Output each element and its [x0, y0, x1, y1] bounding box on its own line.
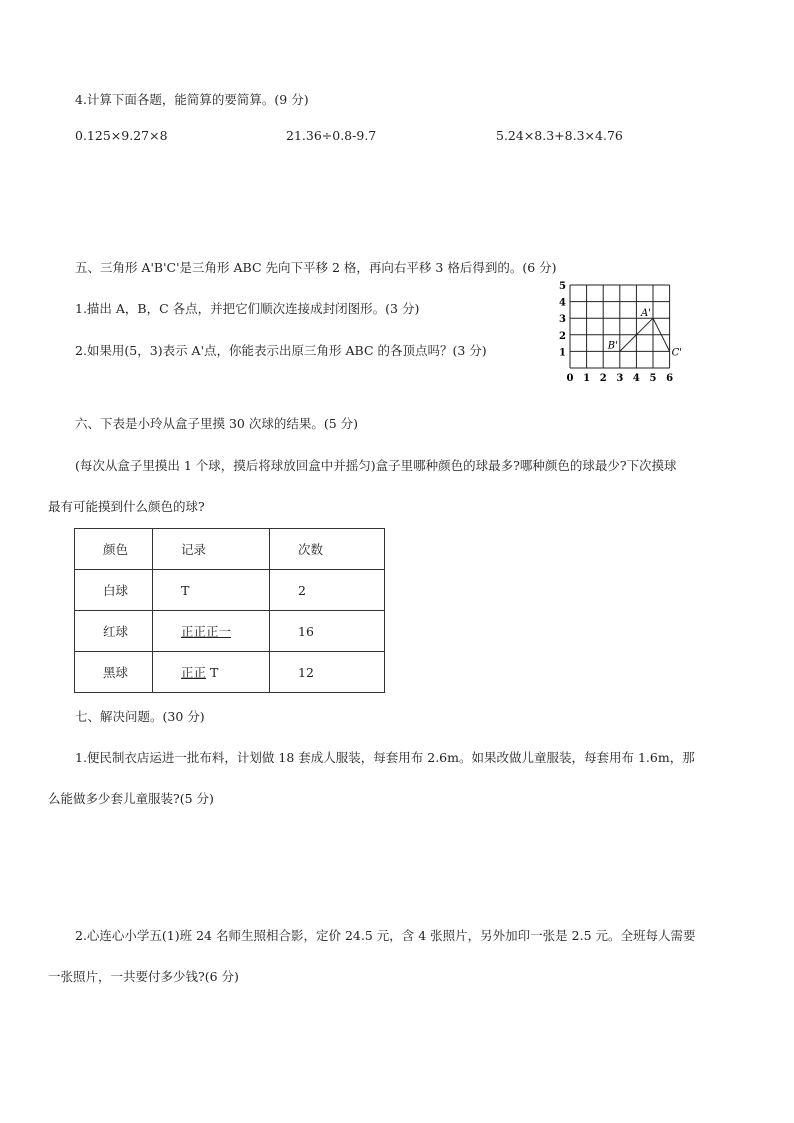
cell-count: 2 — [270, 570, 385, 611]
point-label-b-prime: B' — [607, 340, 618, 352]
x-tick-label: 2 — [599, 373, 607, 384]
y-tick-label: 2 — [559, 330, 566, 342]
q7-problem1-line2: 么能做多少套儿童服装?(5 分) — [48, 791, 214, 806]
q7-problem1-line1: 1.便民制衣店运进一批布料，计划做 18 套成人服装，每套用布 2.6m。如果改做儿童服装，每套用布 1.6m，那 — [75, 750, 695, 765]
q4-expression-2: 21.36÷0.8-9.7 — [286, 128, 377, 143]
cell-color: 红球 — [75, 611, 153, 652]
x-tick-label: 0 — [566, 373, 574, 384]
q5-sub1: 1.描出 A，B，C 各点，并把它们顺次连接成封闭图形。(3 分) — [75, 301, 420, 316]
q4-expression-3: 5.24×8.3+8.3×4.76 — [496, 128, 623, 143]
cell-record: T — [153, 570, 270, 611]
ball-record-table — [74, 528, 385, 693]
q5-title: 五、三角形 A'B'C'是三角形 ABC 先向下平移 2 格，再向右平移 3 格后得到的。(6 分) — [75, 260, 557, 275]
table-row — [75, 652, 385, 693]
grid-lines — [570, 285, 670, 368]
header-color: 颜色 — [75, 529, 153, 570]
q4-expression-1: 0.125×9.27×8 — [75, 128, 168, 143]
cell-record: 正正正一 — [181, 624, 232, 639]
table-header-row — [75, 529, 385, 570]
header-count: 次数 — [270, 529, 385, 570]
point-label-a-prime: A' — [641, 308, 651, 320]
y-tick-label: 3 — [559, 314, 566, 326]
q7-problem2-line2: 一张照片，一共要付多少钱?(6 分) — [48, 969, 239, 984]
grid-ticks — [559, 281, 673, 384]
q6-text-line1: (每次从盒子里摸出 1 个球，摸后将球放回盒中并摇匀)盒子里哪种颜色的球最多?哪种颜色的球最少?下次摸球 — [75, 458, 677, 473]
q6-title: 六、下表是小玲从盒子里摸 30 次球的结果。(5 分) — [75, 416, 359, 431]
y-tick-label: 4 — [559, 297, 566, 309]
x-tick-label: 5 — [649, 373, 657, 384]
x-tick-label: 1 — [583, 373, 591, 384]
header-record: 记录 — [153, 529, 270, 570]
table-row — [75, 611, 385, 652]
q4-title: 4.计算下面各题，能简算的要简算。(9 分) — [75, 92, 309, 107]
point-label-c-prime: C' — [671, 347, 683, 359]
cell-color: 白球 — [75, 570, 153, 611]
cell-count: 16 — [270, 611, 385, 652]
cell-record: 正正 T — [181, 665, 219, 680]
cell-color: 黑球 — [75, 652, 153, 693]
q5-sub2: 2.如果用(5，3)表示 A'点，你能表示出原三角形 ABC 的各顶点吗？(3 分) — [75, 343, 487, 358]
x-tick-label: 3 — [616, 373, 624, 384]
y-tick-label: 1 — [559, 347, 566, 359]
coordinate-grid — [556, 281, 688, 398]
q7-problem2-line1: 2.心连心小学五(1)班 24 名师生照相合影，定价 24.5 元，含 4 张照片，另外加印一张是 2.5 元。全班每人需要 — [75, 928, 696, 943]
y-tick-label: 5 — [559, 281, 566, 292]
table-row — [75, 570, 385, 611]
q7-title: 七、解决问题。(30 分) — [75, 709, 205, 724]
x-tick-label: 4 — [632, 373, 640, 384]
x-tick-label: 6 — [666, 373, 674, 384]
q6-text-line2: 最有可能摸到什么颜色的球? — [48, 499, 205, 514]
cell-count: 12 — [270, 652, 385, 693]
